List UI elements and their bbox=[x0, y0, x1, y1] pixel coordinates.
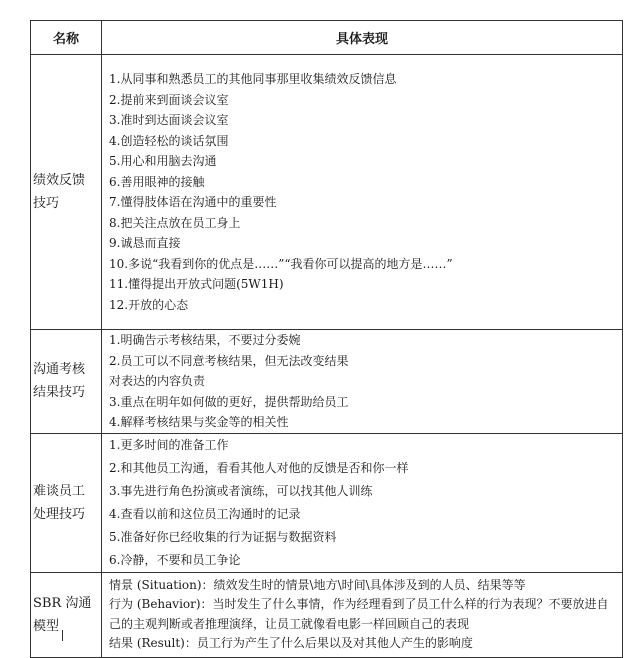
row-name-cell bbox=[31, 55, 102, 330]
list-item: 结果 (Result)：员工行为产生了什么后果以及对其他人产生的影响度 bbox=[109, 636, 473, 650]
list-item: 6.冷静，不要和员工争论 bbox=[109, 552, 241, 567]
table-row bbox=[31, 433, 623, 572]
row-name-line: 处理技巧 bbox=[33, 506, 86, 522]
list-item: 10.多说“我看到你的优点是……”“我看你可以提高的地方是……” bbox=[109, 256, 453, 271]
list-item: 12.开放的心态 bbox=[109, 297, 189, 312]
list-item: 行为 (Behavior)：当时发生了什么事情，作为经理看到了员工什么样的行为表现？不要放进自己的主观判断或者推理演绎，让员工就像看电影一样回顾自己的表现 bbox=[109, 597, 609, 631]
list-item: 3.重点在明年如何做的更好，提供帮助给员工 bbox=[109, 394, 349, 409]
list-item: 7.懂得肢体语在沟通中的重要性 bbox=[109, 195, 277, 209]
row-name-line: 沟通考核 bbox=[33, 362, 86, 378]
row-name-cell bbox=[31, 572, 102, 657]
list-item: 4.创造轻松的谈话氛围 bbox=[109, 133, 229, 148]
list-item: 2.提前来到面谈会议室 bbox=[109, 92, 229, 107]
row-items-cell bbox=[102, 55, 623, 330]
performance-feedback-table bbox=[30, 20, 623, 658]
list-item: 9.诚恳而直接 bbox=[109, 236, 181, 250]
table-header-row bbox=[31, 21, 623, 55]
row-items-cell bbox=[102, 433, 623, 572]
row-items-cell bbox=[102, 572, 623, 657]
list-item: 2.员工可以不同意考核结果，但无法改变结果 bbox=[109, 353, 349, 368]
list-item: 5.准备好你已经收集的行为证据与数据资料 bbox=[109, 529, 337, 544]
list-item: 8.把关注点放在员工身上 bbox=[109, 215, 241, 230]
text-cursor-mark bbox=[62, 630, 63, 641]
list-item: 情景 (Situation)：绩效发生时的情景\地方\时间\具体涉及到的人员、结果等等 bbox=[109, 577, 526, 592]
list-item: 11.懂得提出开放式问题(5W1H) bbox=[109, 277, 284, 291]
list-item: 3.准时到达面谈会议室 bbox=[109, 113, 229, 127]
list-item: 4.查看以前和这位员工沟通时的记录 bbox=[109, 506, 301, 521]
column-header-name: 名称 bbox=[31, 21, 102, 55]
list-item: 对表达的内容负责 bbox=[109, 374, 206, 388]
list-item: 2.和其他员工沟通，看看其他人对他的反馈是否和你一样 bbox=[109, 460, 409, 475]
row-name-line: 难谈员工 bbox=[33, 483, 86, 499]
list-item: 4.解释考核结果与奖金等的相关性 bbox=[109, 415, 289, 429]
column-header-details: 具体表现 bbox=[102, 21, 623, 55]
table-row bbox=[31, 55, 623, 330]
row-items-cell bbox=[102, 330, 623, 434]
list-item: 1.明确告示考核结果，不要过分委婉 bbox=[109, 333, 301, 347]
table-row bbox=[31, 572, 623, 657]
list-item: 3.事先进行角色扮演或者演练，可以找其他人训练 bbox=[109, 483, 373, 498]
row-name-line: 模型 bbox=[33, 618, 60, 634]
row-name-line: 技巧 bbox=[33, 196, 60, 211]
list-item: 1.从同事和熟悉员工的其他同事那里收集绩效反馈信息 bbox=[109, 72, 397, 86]
row-name-cell bbox=[31, 433, 102, 572]
list-item: 5.用心和用脑去沟通 bbox=[109, 154, 217, 168]
row-name-cell bbox=[31, 330, 102, 434]
row-name-line: SBR 沟通 bbox=[33, 595, 92, 611]
row-name-line: 绩效反馈 bbox=[33, 173, 86, 188]
list-item: 6.善用眼神的接触 bbox=[109, 174, 205, 189]
row-name-line: 结果技巧 bbox=[33, 385, 86, 401]
table-row bbox=[31, 330, 623, 434]
list-item: 1.更多时间的准备工作 bbox=[109, 437, 229, 452]
